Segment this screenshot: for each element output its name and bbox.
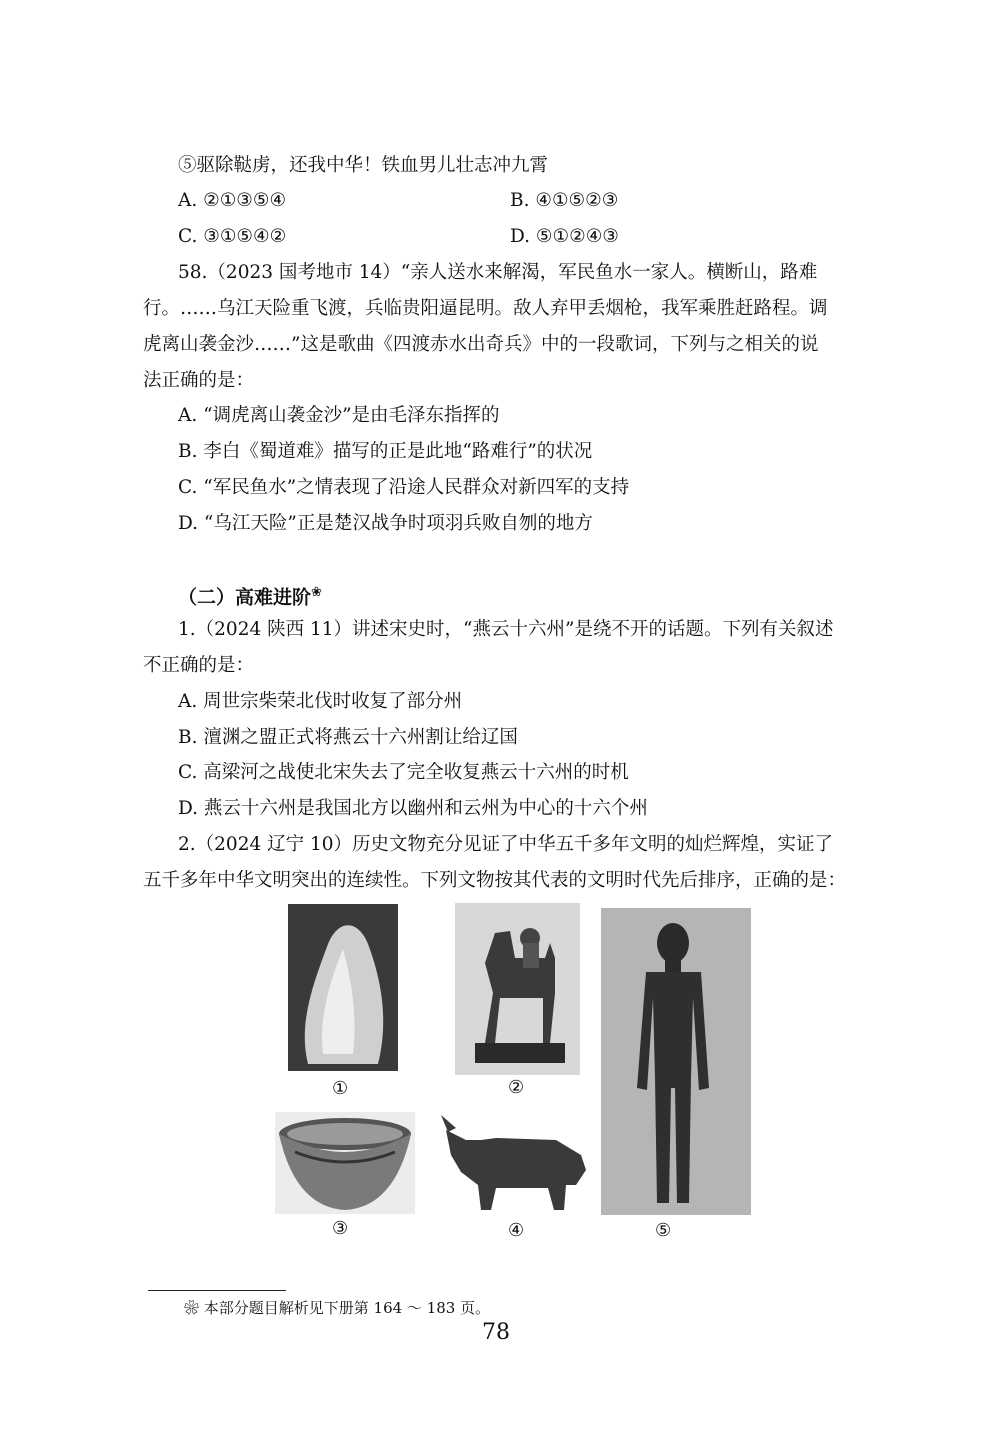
option-5-line: ⑤驱除鞑虏，还我中华！铁血男儿壮志冲九霄: [178, 155, 549, 176]
caption-2: ②: [508, 1077, 525, 1098]
q57-option-b: B. ④①⑤②③: [510, 190, 619, 211]
q58-option-d: D. “乌江天险”正是楚汉战争时项羽兵败自刎的地方: [178, 513, 593, 534]
q2-text-line-2: 五千多年中华文明突出的连续性。下列文物按其代表的文明时代先后排序，正确的是：: [143, 870, 847, 891]
q58-text-line-1: 58.（2023 国考地市 14）“亲人送水来解渴，军民鱼水一家人。横断山，路难: [178, 262, 818, 283]
artifact-image-1: [288, 904, 398, 1071]
caption-5: ⑤: [655, 1220, 672, 1241]
q58-option-a: A. “调虎离山袭金沙”是由毛泽东指挥的: [178, 405, 500, 426]
artifact-image-2: [455, 903, 580, 1075]
q58-text-line-3: 虎离山袭金沙……”这是歌曲《四渡赤水出奇兵》中的一段歌词，下列与之相关的说: [143, 334, 819, 355]
q58-text-line-2: 行。……乌江天险重飞渡，兵临贵阳逼昆明。敌人弃甲丢烟枪，我军乘胜赶路程。调: [143, 298, 828, 319]
q57-option-c: C. ③①⑤④②: [178, 226, 287, 247]
q1-text-line-1: 1.（2024 陕西 11）讲述宋史时，“燕云十六州”是绕不开的话题。下列有关叙述: [178, 619, 834, 640]
q1-option-b: B. 澶渊之盟正式将燕云十六州割让给辽国: [178, 727, 518, 748]
q57-option-a: A. ②①③⑤④: [178, 190, 287, 211]
q58-option-b: B. 李白《蜀道难》描写的正是此地“路难行”的状况: [178, 441, 593, 462]
q58-text-line-4: 法正确的是：: [143, 370, 255, 391]
artifact-image-3: [275, 1112, 415, 1214]
footnote-rule: [148, 1290, 286, 1291]
caption-4: ④: [508, 1220, 525, 1241]
page-number: 78: [482, 1320, 510, 1345]
footnote: ❀ 本部分题目解析见下册第 164 ～ 183 页。: [184, 1299, 491, 1317]
q58-option-c: C. “军民鱼水”之情表现了沿途人民群众对新四军的支持: [178, 477, 630, 498]
section-title-text: （二）高难进阶: [178, 586, 312, 609]
q57-option-d: D. ⑤①②④③: [510, 226, 619, 247]
q1-option-d: D. 燕云十六州是我国北方以幽州和云州为中心的十六个州: [178, 798, 648, 819]
q1-option-a: A. 周世宗柴荣北伐时收复了部分州: [178, 691, 463, 712]
caption-1: ①: [332, 1078, 349, 1099]
caption-3: ③: [332, 1218, 349, 1239]
q1-option-c: C. 高梁河之战使北宋失去了完全收复燕云十六州的时机: [178, 762, 629, 783]
q2-text-line-1: 2.（2024 辽宁 10）历史文物充分见证了中华五千多年文明的灿烂辉煌，实证了: [178, 834, 834, 855]
artifact-image-4: [436, 1110, 594, 1217]
artifact-image-5: [601, 908, 751, 1215]
q1-text-line-2: 不正确的是：: [143, 655, 255, 676]
section-title: [178, 579, 322, 611]
flower-mark-icon: ❀: [311, 585, 322, 600]
